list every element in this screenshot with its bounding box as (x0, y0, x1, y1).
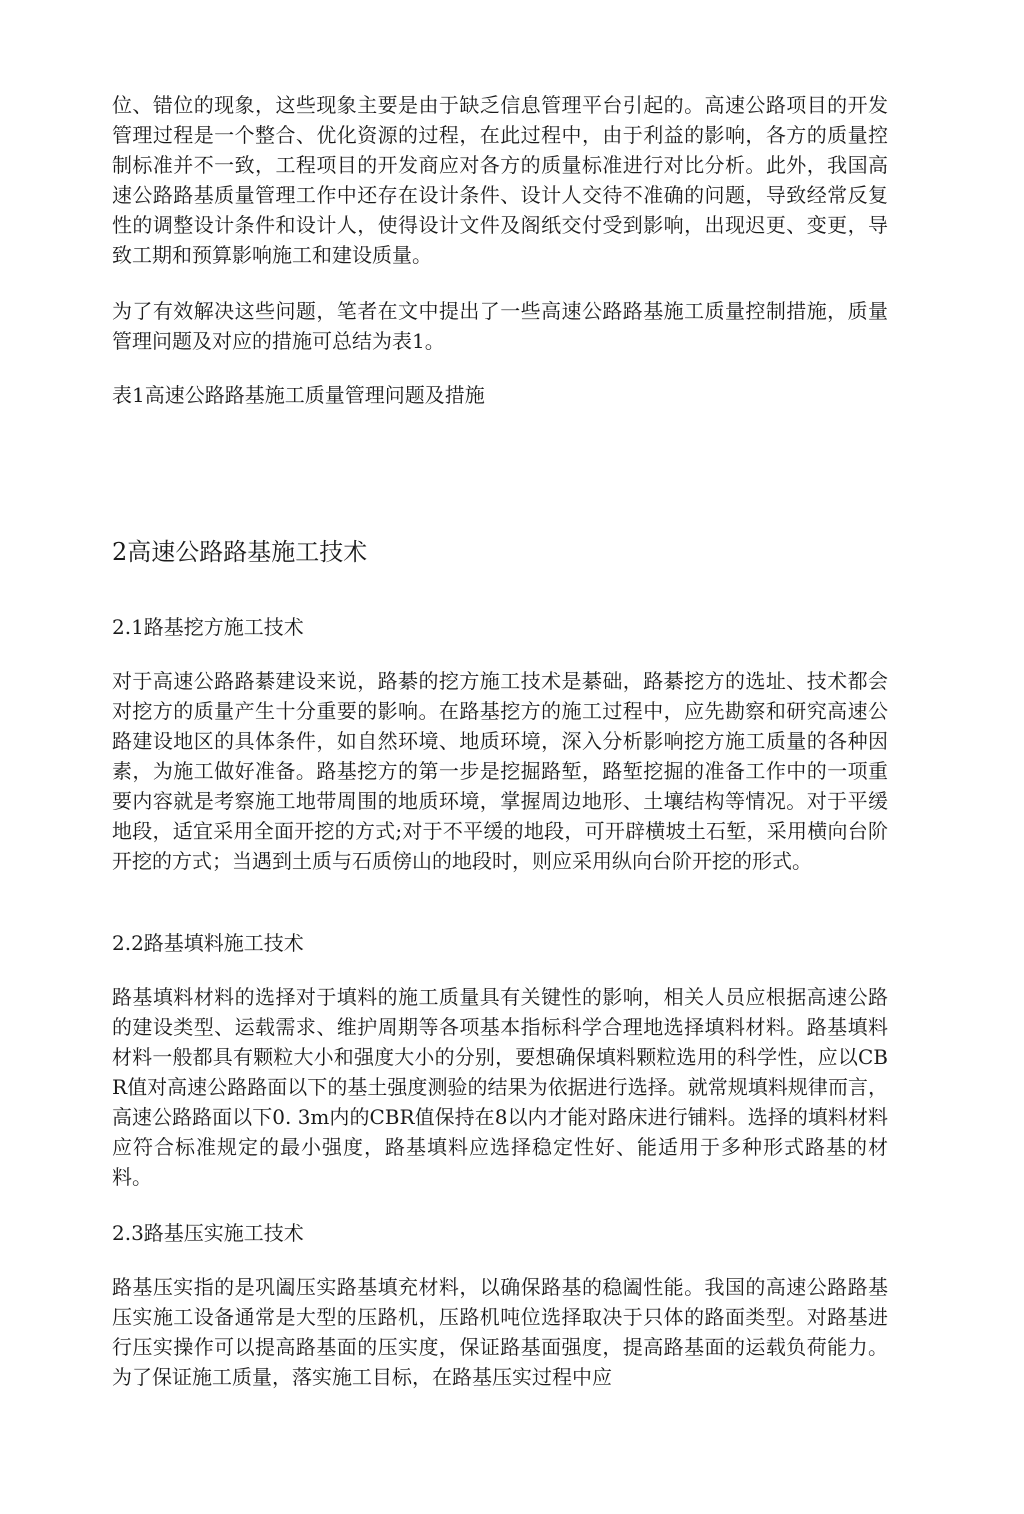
intro-paragraph: 位、错位的现象，这些现象主要是由于缺乏信息管理平台引起的。高速公路项目的开发管理过程是一个整合、优化资源的过程，在此过程中，由于利益的影响，各方的质量控制标准并不一致，工程项目的开发商应对各方的质量标准进行对比分析。此外，我国高速公路路基质量管理工作中还存在设计条件、设计人交待不准确的问题，导致经常反复性的调整设计条件和设计人，使得设计文件及阁纸交付受到影响，出现迟更、变更，导致工期和预算影响施工和建设质量。 (112, 93, 888, 267)
subsection-2-3-heading-block (112, 1218, 888, 1248)
subsection-heading: 2.3路基压实施工技术 (112, 1221, 304, 1245)
intro-paragraph-block (112, 90, 888, 270)
measures-paragraph: 为了有效解决这些问题，笔者在文中提出了一些高速公路路基施工质量控制措施，质量管理问题及对应的措施可总结为表1。 (112, 299, 888, 353)
subsection-body: 路基压实指的是巩阖压实路基填充材料，以确保路基的稳阖性能。我国的高速公路路基压实施工设备通常是大型的压路机，压路机吨位选择取决于只体的路面类型。对路基进行压实操作可以提高路基面的压实度，保证路基面强度，提高路基面的运载负荷能力。为了保证施工质量，落实施工目标，在路基压实过程中应 (112, 1275, 888, 1389)
subsection-heading: 2.1路基挖方施工技术 (112, 615, 304, 639)
subsection-body: 路基填料材料的选择对于填料的施工质量具有关键性的影响，相关人员应根据高速公路的建设类型、运载需求、维护周期等各项基本指标科学合理地选择填料材料。路基填料材料一般都具有颗粒大小和强度大小的分别，要想确保填料颗粒选用的科学性，应以CBR值对高速公路路面以下的基土强度测验的结果为依据进行选择。就常规填料规律而言，高速公路路面以下0. 3m内的CBR值保持在8以内才能对路床进行铺料。选择的填料材料应符合标准规定的最小强度，路基填料应选择稳定性好、能适用于多种形式路基的材料。 (112, 985, 888, 1189)
subsection-2-2-body-block (112, 982, 888, 1192)
measures-paragraph-block (112, 296, 888, 356)
table-caption-block (112, 380, 888, 410)
table-caption: 表1高速公路路基施工质量管理问题及措施 (112, 383, 485, 407)
subsection-2-1-body-block (112, 666, 888, 876)
subsection-heading: 2.2路基填料施工技术 (112, 931, 304, 955)
section-heading: 2高速公路路基施工技术 (112, 538, 368, 566)
subsection-2-2-heading-block (112, 928, 888, 958)
section-heading-block (112, 536, 888, 568)
subsection-2-3-body-block (112, 1272, 888, 1392)
subsection-body: 对于高速公路路綦建设来说，路綦的挖方施工技术是綦础，路綦挖方的选址、技术都会对挖方的质量产生十分重要的影响。在路基挖方的施工过程中，应先勘察和研究高速公路建设地区的具体条件，如自然环境、地质环境，深入分析影响挖方施工质量的各种因素，为施工做好准备。路基挖方的第一步是挖掘路堑，路堑挖掘的准备工作中的一项重要内容就是考察施工地带周围的地质环境，掌握周边地形、土壤结构等情况。对于平缓地段，适宜采用全面开挖的方式;对于不平缓的地段，可开辟横坡土石堑，采用横向台阶开挖的方式；当遇到土质与石质傍山的地段时，则应采用纵向台阶开挖的形式。 (112, 669, 888, 873)
subsection-2-1-heading-block (112, 612, 888, 642)
